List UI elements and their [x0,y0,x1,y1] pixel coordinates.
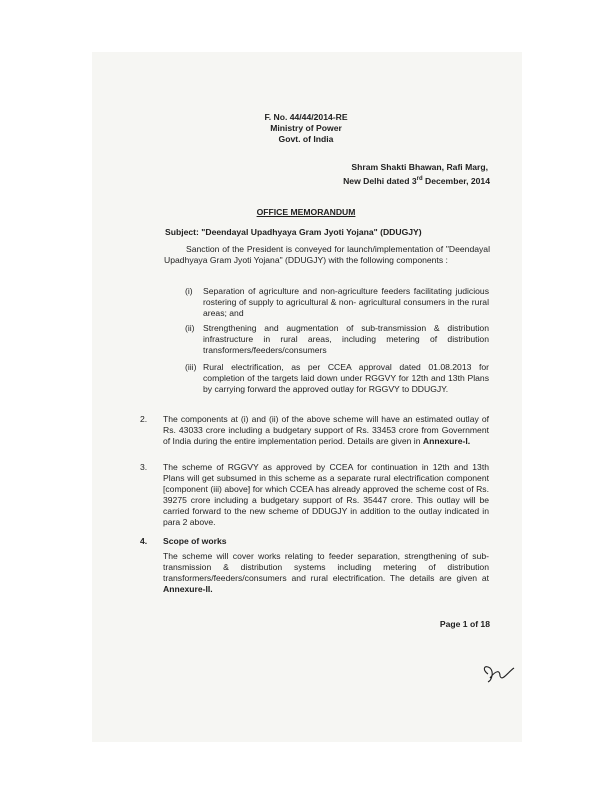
component-text: Rural electrification, as per CCEA approval dated 01.08.2013 for completion of the targets laid down under RGGVY for 12th and 13th Plans by carrying forward the approved outlay for RGGVY to DDUGJY. [203,362,489,394]
component-number: (ii) [185,323,195,333]
office-address: Shram Shakti Bhawan, Rafi Marg, [351,162,488,172]
document-page [92,52,522,742]
intro-paragraph: Sanction of the President is conveyed for launch/implementation of "Deendayal Upadhyaya Gram Jyoti Yojana" (DDUGJY) with the following components : [164,244,490,265]
paragraph-number: 4. [140,536,148,546]
paragraph-2: The components at (i) and (ii) of the above scheme will have an estimated outlay of Rs. 43033 crore including a budgetary support of Rs. 33453 crore from Government of India during the entire implementation period. Details are given in Annexure-I. [163,414,489,446]
file-number: F. No. 44/44/2014-RE [264,112,348,122]
memo-title: OFFICE MEMORANDUM [256,207,356,217]
section-heading: Scope of works [163,536,227,546]
paragraph-number: 3. [140,462,148,472]
component-text: Strengthening and augmentation of sub-transmission & distribution infrastructure in rural areas, including metering of distribution transformers/feeders/consumers [203,323,489,355]
page-number: Page 1 of 18 [439,619,490,629]
ministry-name: Ministry of Power [270,123,342,133]
component-number: (iii) [185,362,197,372]
paragraph-4: The scheme will cover works relating to feeder separation, strengthening of sub-transmission & distribution systems including metering of distribution transformers/feeders/consumers and rural electrification. The details are given at Annexure-II. [163,551,489,594]
city-date: New Delhi dated 3rd December, 2014 [343,175,490,186]
paragraph-number: 2. [140,414,148,424]
component-number: (i) [185,286,193,296]
memo-subject: Subject: "Deendayal Upadhyaya Gram Jyoti Yojana" (DDUGJY) [165,227,422,237]
paragraph-3: The scheme of RGGVY as approved by CCEA for continuation in 12th and 13th Plans will get subsumed in this scheme as a separate rural electrification component [component (iii) above] for which CCEA has already approved the scheme cost of Rs. 39275 crore including a budgetary support of Rs. 35447 crore. This outlay will be carried forward to the new scheme of DDUGJY in addition to the outlay indicated in para 2 above. [163,462,489,527]
component-text: Separation of agriculture and non-agriculture feeders facilitating judicious rostering of supply to agricultural & non- agricultural consumers in the rural areas; and [203,286,489,318]
initials-signature [480,660,520,688]
government-name: Govt. of India [278,134,334,144]
